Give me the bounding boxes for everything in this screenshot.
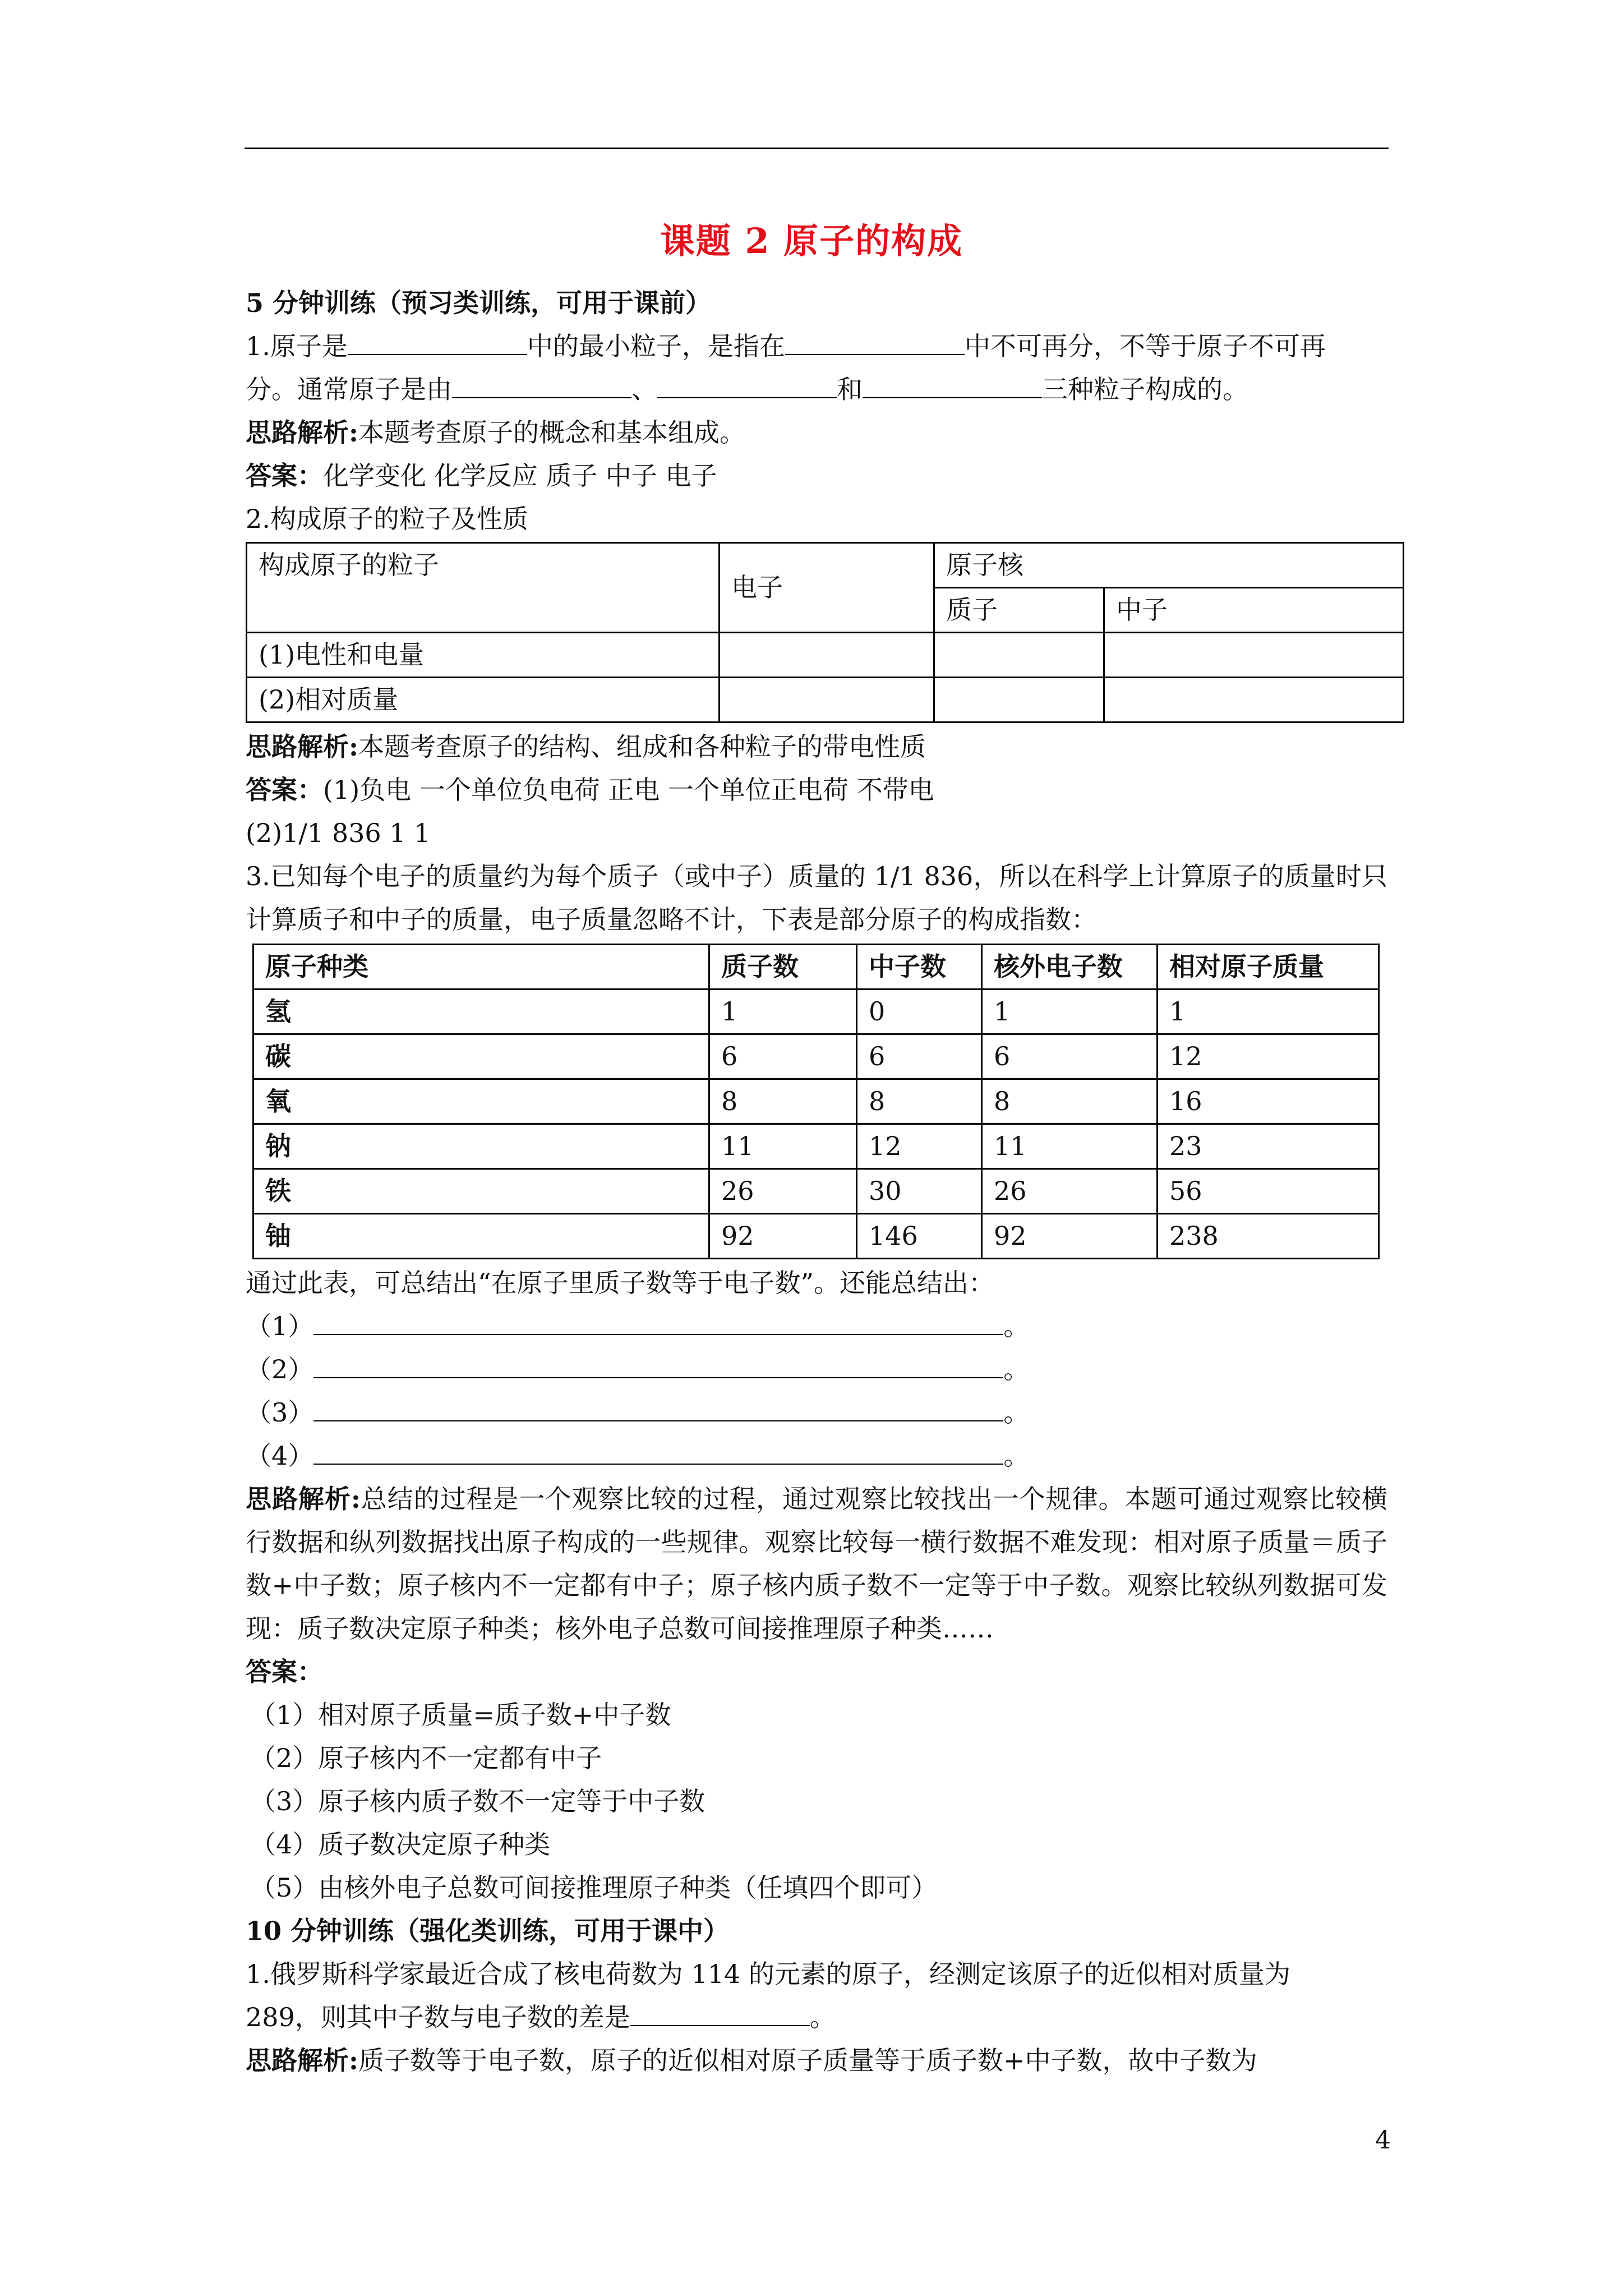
table-cell: 铀 — [253, 1214, 709, 1259]
answer-blank[interactable] — [313, 1351, 1003, 1378]
page-content — [246, 282, 1387, 2082]
analysis-text: 本题考查原子的概念和基本组成。 — [358, 417, 745, 448]
blank-end: 。 — [1003, 1354, 1030, 1384]
answer-blank[interactable] — [313, 1438, 1003, 1465]
answer-blank[interactable] — [313, 1395, 1003, 1421]
table-cell[interactable] — [1104, 678, 1404, 723]
blank-end: 。 — [1003, 1311, 1030, 1341]
q3-answer-item: （3）原子核内质子数不一定等于中子数 — [250, 1786, 706, 1816]
blank-number: （1） — [246, 1311, 314, 1341]
q1-text-b: 中的最小粒子，是指在 — [527, 331, 785, 361]
q1-text-f: 和 — [837, 374, 863, 404]
table-cell: 146 — [857, 1214, 982, 1259]
q3-answer-item: （4）质子数决定原子种类 — [250, 1829, 551, 1860]
q3-blank-line-4 — [246, 1434, 1387, 1478]
table-header: 质子数 — [709, 945, 857, 990]
section-heading-10min: 10 分钟训练（强化类训练，可用于课中） — [246, 1916, 730, 1946]
table-header-nucleus: 原子核 — [934, 543, 1404, 588]
table-cell[interactable] — [720, 633, 934, 678]
q2-analysis — [246, 725, 1387, 769]
table-header: 中子数 — [857, 945, 982, 990]
q1-blank-1[interactable] — [348, 328, 527, 355]
table-cell: 6 — [709, 1034, 857, 1079]
analysis-text: 总结的过程是一个观察比较的过程，通过观察比较找出一个规律。本题可通过观察比较横行数据和纵列数据找出原子构成的一些规律。观察比较每一横行数据不难发现：相对原子质量＝质子数+中子数；原子核内不一定都有中子；原子核内质子数不一定等于中子数。观察比较纵列数据可发现：质子数决定原子种类；核外电子总数可间接推理原子种类…… — [246, 1484, 1387, 1644]
q3-answer-item: （5）由核外电子总数可间接推理原子种类（任填四个即可） — [250, 1872, 938, 1903]
q3-analysis — [246, 1478, 1387, 1650]
table-row — [253, 1169, 1379, 1214]
answer-text: 化学变化 化学反应 质子 中子 电子 — [323, 461, 717, 491]
particle-properties-table — [246, 542, 1404, 723]
table-cell[interactable] — [1104, 633, 1404, 678]
table-cell: 6 — [982, 1034, 1158, 1079]
q3-answer-item: （1）相对原子质量=质子数+中子数 — [250, 1700, 671, 1730]
table-header: 原子种类 — [253, 945, 709, 990]
table-cell: 1 — [982, 990, 1158, 1034]
q3-answer-item: （2）原子核内不一定都有中子 — [250, 1743, 602, 1773]
q1-text-e: 、 — [631, 374, 657, 404]
analysis-label: 思路解析: — [246, 2045, 358, 2076]
atom-composition-table — [252, 944, 1380, 1259]
q1-blank-4[interactable] — [657, 371, 837, 398]
header-rule — [245, 148, 1389, 149]
q1-text-g: 三种粒子构成的。 — [1042, 374, 1248, 404]
q3-blank-line-2 — [246, 1348, 1387, 1391]
table-row-mass-label: (2)相对质量 — [247, 678, 720, 723]
blank-number: （3） — [246, 1397, 314, 1428]
table-header-particle: 构成原子的粒子 — [247, 543, 720, 633]
table-cell: 11 — [709, 1124, 857, 1169]
blank-number: （4） — [246, 1441, 314, 1471]
q2-answer — [246, 769, 1387, 812]
table-cell: 12 — [857, 1124, 982, 1169]
table-cell[interactable] — [720, 678, 934, 723]
table-cell: 26 — [982, 1169, 1158, 1214]
analysis-label: 思路解析: — [246, 1484, 361, 1514]
table-cell: 16 — [1158, 1079, 1379, 1124]
table-cell: 8 — [982, 1079, 1158, 1124]
table-header: 相对原子质量 — [1158, 945, 1379, 990]
table-cell: 6 — [857, 1034, 982, 1079]
table-cell: 8 — [857, 1079, 982, 1124]
table-cell[interactable] — [934, 633, 1104, 678]
table-row — [253, 1034, 1379, 1079]
analysis-label: 思路解析: — [246, 417, 358, 448]
table-cell: 26 — [709, 1169, 857, 1214]
analysis-label: 思路解析: — [246, 731, 358, 762]
q3-blank-line-1 — [246, 1305, 1387, 1348]
q3-answer-label: 答案： — [246, 1657, 323, 1687]
table-header-neutron: 中子 — [1104, 588, 1404, 633]
table-row — [253, 1079, 1379, 1124]
q1-text-a: 1.原子是 — [246, 331, 348, 361]
table-row — [253, 1214, 1379, 1259]
q1-text-d: 分。通常原子是由 — [246, 374, 452, 404]
q4-text-end: 。 — [809, 2002, 836, 2032]
table-row — [253, 1124, 1379, 1169]
q2-stem: 2.构成原子的粒子及性质 — [246, 504, 528, 534]
table-cell: 238 — [1158, 1214, 1379, 1259]
table-cell: 碳 — [253, 1034, 709, 1079]
blank-number: （2） — [246, 1354, 314, 1384]
table-cell: 30 — [857, 1169, 982, 1214]
q3-blank-line-3 — [246, 1391, 1387, 1434]
table-cell: 1 — [1158, 990, 1379, 1034]
q4-stem-line2 — [246, 1996, 1387, 2039]
q4-analysis — [246, 2039, 1387, 2082]
q4-stem-line1: 1.俄罗斯科学家最近合成了核电荷数为 114 的元素的原子，经测定该原子的近似相对质量为 — [246, 1959, 1290, 1989]
table-cell[interactable] — [934, 678, 1104, 723]
q1-blank-5[interactable] — [863, 371, 1042, 398]
q1-text-c: 中不可再分，不等于原子不可再 — [964, 331, 1326, 361]
table-cell: 氧 — [253, 1079, 709, 1124]
table-row-charge-label: (1)电性和电量 — [247, 633, 720, 678]
q1-line1 — [246, 325, 1387, 368]
q1-blank-2[interactable] — [785, 328, 965, 355]
q1-analysis — [246, 411, 1387, 454]
table-cell: 92 — [982, 1214, 1158, 1259]
table-cell: 0 — [857, 990, 982, 1034]
table-header: 核外电子数 — [982, 945, 1158, 990]
q1-line2 — [246, 368, 1387, 411]
q1-blank-3[interactable] — [452, 371, 631, 398]
blank-end: 。 — [1003, 1441, 1030, 1471]
table-cell: 铁 — [253, 1169, 709, 1214]
q4-text: 289，则其中子数与电子数的差是 — [246, 2002, 630, 2032]
table-cell: 11 — [982, 1124, 1158, 1169]
answer-label: 答案： — [246, 775, 323, 805]
blank-end: 。 — [1003, 1397, 1030, 1428]
q3-summary: 通过此表，可总结出“在原子里质子数等于电子数”。还能总结出： — [246, 1268, 995, 1298]
table-header-electron: 电子 — [720, 543, 934, 633]
table-cell: 氢 — [253, 990, 709, 1034]
table-cell: 8 — [709, 1079, 857, 1124]
table-cell: 23 — [1158, 1124, 1379, 1169]
page-number: 4 — [1375, 2126, 1391, 2155]
table-header-row — [253, 945, 1379, 990]
table-header-proton: 质子 — [934, 588, 1104, 633]
table-cell: 1 — [709, 990, 857, 1034]
section-heading-5min: 5 分钟训练（预习类训练，可用于课前） — [246, 288, 712, 318]
answer-text: (1)负电 一个单位负电荷 正电 一个单位正电荷 不带电 — [323, 775, 934, 805]
table-row — [253, 990, 1379, 1034]
q3-stem: 3.已知每个电子的质量约为每个质子（或中子）质量的 1/1 836，所以在科学上计算原子的质量时只计算质子和中子的质量，电子质量忽略不计，下表是部分原子的构成指数： — [246, 861, 1387, 935]
q4-blank[interactable] — [630, 1999, 810, 2026]
table-cell: 钠 — [253, 1124, 709, 1169]
analysis-text: 本题考查原子的结构、组成和各种粒子的带电性质 — [358, 731, 926, 762]
table-cell: 12 — [1158, 1034, 1379, 1079]
q1-answer — [246, 454, 1387, 498]
answer-label: 答案： — [246, 461, 323, 491]
table-cell: 56 — [1158, 1169, 1379, 1214]
answer-blank[interactable] — [313, 1308, 1003, 1335]
q2-answer-line2: (2)1/1 836 1 1 — [246, 818, 431, 848]
page-title: 课题 2 原子的构成 — [660, 220, 963, 261]
analysis-text: 质子数等于电子数，原子的近似相对原子质量等于质子数+中子数，故中子数为 — [358, 2045, 1257, 2076]
table-cell: 92 — [709, 1214, 857, 1259]
